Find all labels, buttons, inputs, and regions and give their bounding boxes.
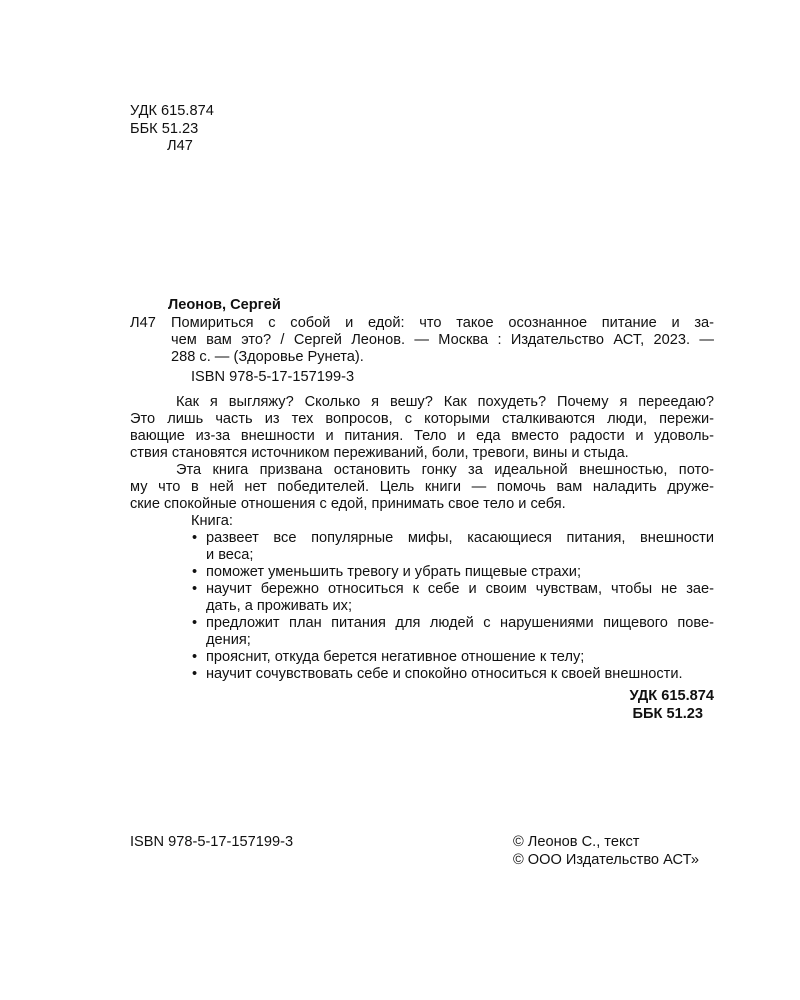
paragraph-2-line-1: Эта книга призвана остановить гонку за идеальной внешностью, пото- [176,462,714,478]
title-line-1: Помириться с собой и едой: что такое осознанное питание и за- [171,315,714,331]
annotation [130,394,714,683]
bullet-icon: • [192,564,198,580]
entry-author-sign: Л47 [130,315,156,331]
list-item [130,649,714,666]
bullet-icon: • [192,615,198,631]
list-item [130,564,714,581]
bbk-code: ББК 51.23 [130,120,199,137]
bibliographic-card [130,297,714,683]
bullet-icon: • [192,649,198,665]
title-line-3: 288 с. — (Здоровье Рунета). [171,349,364,365]
index-bbk: ББК 51.23 [632,706,704,722]
list-item-line: поможет уменьшить тревогу и убрать пищевые страхи; [206,564,582,580]
list-item-line: научит сочувствовать себе и спокойно относиться к своей внешности. [206,666,683,682]
paragraph-1-line-3: вающие из-за внешности и питания. Тело и еда вместо радости и удоволь- [130,428,714,444]
bullet-icon: • [192,530,198,546]
author-sign: Л47 [167,138,193,154]
bibliographic-entry [130,315,714,366]
paragraph-1-line-1: Как я выгляжу? Сколько я вешу? Как похудеть? Почему я переедаю? [176,394,714,410]
list-item-line: дения; [206,632,251,648]
paragraph-2-line-2: му что в ней нет победителей. Цель книги — помочь вам наладить друже- [130,479,714,495]
list-item-line: предложит план питания для людей с нарушениями пищевого пове- [206,615,714,631]
copyright-author: © Леонов С., текст [513,834,640,850]
bullet-icon: • [192,666,198,682]
paragraph-1-line-2: Это лишь часть из тех вопросов, с которыми сталкиваются люди, пережи- [130,411,714,427]
list-item-line: прояснит, откуда берется негативное отношение к телу; [206,649,585,665]
footer-isbn: ISBN 978-5-17-157199-3 [130,834,294,850]
index-block [630,688,714,724]
card-isbn: ISBN 978-5-17-157199-3 [191,369,355,385]
index-udk: УДК 615.874 [629,688,714,704]
list-item [130,666,714,683]
bullet-icon: • [192,581,198,597]
list-item-line: научит бережно относиться к себе и своим чувствам, чтобы не зае- [206,581,714,597]
list-intro: Книга: [191,513,233,529]
title-line-2: чем вам это? / Сергей Леонов. — Москва : Издательство АСТ, 2023. — [171,332,714,348]
paragraph-2-line-3: ские спокойные отношения с едой, принимать свое тело и себя. [130,496,566,512]
udk-code: УДК 615.874 [130,103,214,119]
list-item [130,581,714,615]
copyright-publisher: © ООО Издательство АСТ» [513,852,699,868]
annotation-paragraph-1 [130,394,714,462]
list-item-line: развеет все популярные мифы, касающиеся питания, внешности [206,530,714,546]
classification-block [130,103,214,156]
list-item [130,530,714,564]
list-item-line: и веса; [206,547,254,563]
copyright-block [513,834,699,870]
list-item [130,615,714,649]
author-name: Леонов, Сергей [168,297,281,313]
feature-list [130,530,714,683]
paragraph-1-line-4: ствия становятся источником переживаний, боли, тревоги, вины и стыда. [130,445,629,461]
annotation-paragraph-2 [130,462,714,513]
list-item-line: дать, а проживать их; [206,598,352,614]
